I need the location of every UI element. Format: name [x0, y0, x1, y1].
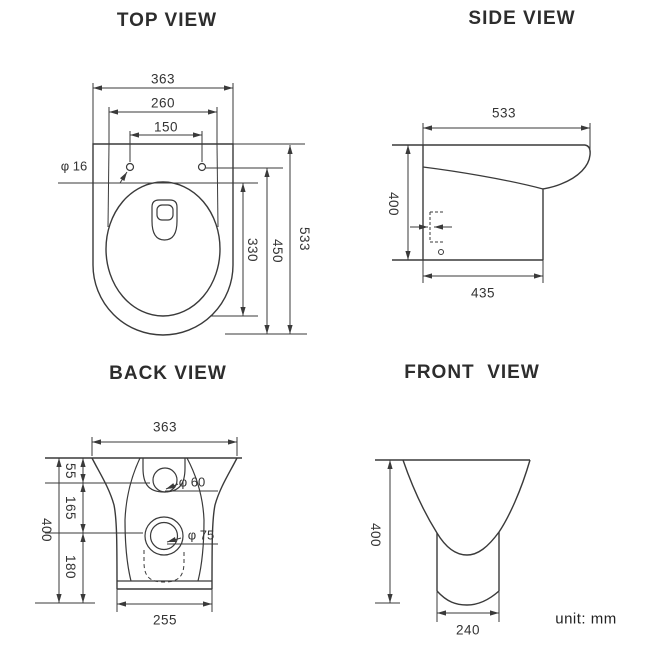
top-view-drawing — [58, 83, 307, 335]
top-dim-seat-back-width: 260 — [150, 95, 176, 111]
front-view-title: FRONT VIEW — [404, 362, 540, 383]
side-view-title: SIDE VIEW — [468, 8, 576, 29]
back-view-title: BACK VIEW — [109, 363, 227, 384]
unit-note: unit: mm — [555, 610, 617, 628]
side-view-drawing — [392, 123, 590, 283]
side-dim-height-overall: 400 — [385, 191, 401, 217]
back-dim-width-overall: 363 — [152, 419, 178, 435]
back-dim-outlet-to-floor: 180 — [62, 554, 78, 580]
top-view-title: TOP VIEW — [116, 10, 218, 31]
top-dim-hinge-hole-diameter: φ 16 — [60, 158, 88, 174]
back-dim-rim-to-inlet: 55 — [62, 462, 78, 480]
back-dim-inlet-to-outlet: 165 — [62, 495, 78, 521]
back-dim-height-overall: 400 — [38, 517, 54, 543]
back-dim-base-width: 255 — [152, 612, 178, 628]
back-dim-outlet-diameter: φ 75 — [187, 527, 215, 543]
top-dim-bowl-opening-length: 330 — [244, 237, 260, 263]
side-dim-base-length: 435 — [470, 285, 496, 301]
side-dim-length-overall: 533 — [491, 105, 517, 121]
top-dim-width-overall: 363 — [150, 71, 176, 87]
top-dim-length-overall: 533 — [296, 226, 312, 252]
front-dim-pedestal-width: 240 — [455, 622, 481, 638]
front-view-drawing — [375, 460, 530, 622]
top-dim-seat-length: 450 — [269, 238, 285, 264]
back-dim-inlet-diameter: φ 60 — [178, 474, 206, 490]
top-dim-hinge-spacing: 150 — [153, 119, 179, 135]
front-dim-height-overall: 400 — [367, 522, 383, 548]
